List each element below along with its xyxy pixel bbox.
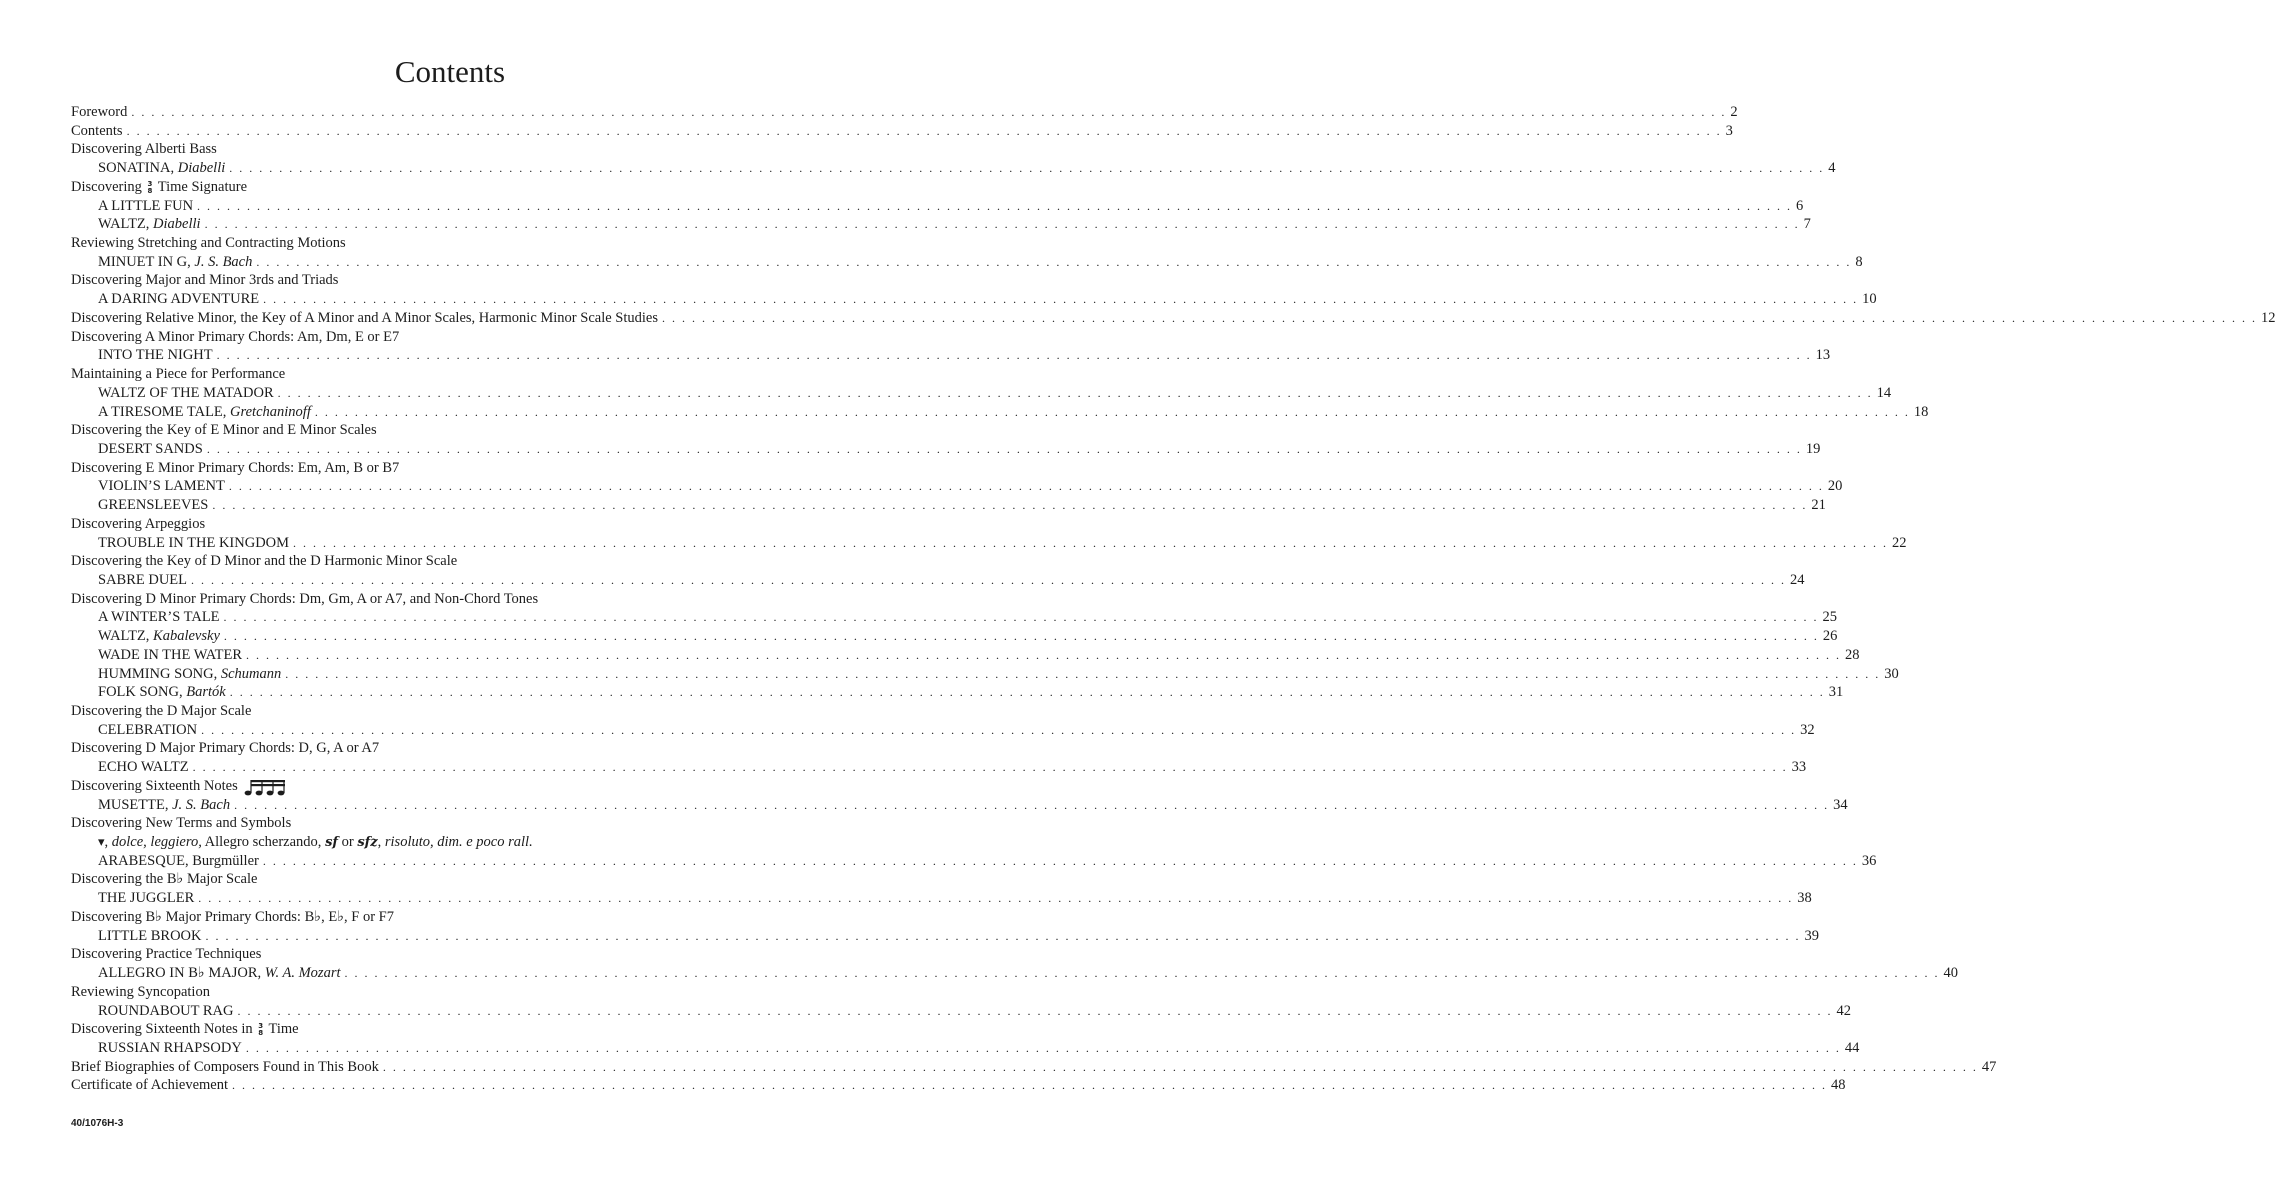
entry-label [71,702,251,721]
entry-title: WALTZ, [98,628,154,645]
entry-label [98,1039,242,1058]
entry-title: ECHO WALTZ [98,759,189,776]
page-number: 40 [1943,965,1958,982]
entry-label [98,833,533,853]
entry-title: A TIRESOME TALE, [98,403,231,420]
dot-leader: . . . . . . . . . . . . . . . . . . . . . . . . . . . . . . . . . . . . . . . . . . . . . . . . . . . . . . . . . . . . . . . . . . . . . . . . . . . . . . . . . . . . . . . . . . . . . . . . . . . . . . . . . . . . . . . . . . . . . . . . . . . . . . . . . . . . . . . . . . . . . . . . . . . . . . . . . . . . . . . . [293,535,1889,550]
dot-leader: . . . . . . . . . . . . . . . . . . . . . . . . . . . . . . . . . . . . . . . . . . . . . . . . . . . . . . . . . . . . . . . . . . . . . . . . . . . . . . . . . . . . . . . . . . . . . . . . . . . . . . . . . . . . . . . . . . . . . . . . . . . . . . . . . . . . . . . . . . . . . . . . . . . . . . . . . . . . . . . . [126,123,1722,138]
toc-entry [71,253,1863,272]
toc-entry [71,1058,1997,1077]
toc-entry [71,290,1877,309]
toc-entry [71,1002,1851,1021]
page-number: 44 [1844,1039,1860,1056]
entry-label [98,796,230,815]
toc-entry [71,403,1929,422]
entry-title: SABRE DUEL [98,571,188,588]
entry-title: Discovering D Minor Primary Chords: Dm, Gm, A or A7, and Non-Chord Tones [71,590,539,607]
dot-leader: . . . . . . . . . . . . . . . . . . . . . . . . . . . . . . . . . . . . . . . . . . . . . . . . . . . . . . . . . . . . . . . . . . . . . . . . . . . . . . . . . . . . . . . . . . . . . . . . . . . . . . . . . . . . . . . . . . . . . . . . . . . . . . . . . . . . . . . . . . . . . . . . . . . . . . . . . . . . . . . . [314,404,1910,419]
page-title: Contents [394,54,506,89]
dot-leader: . . . . . . . . . . . . . . . . . . . . . . . . . . . . . . . . . . . . . . . . . . . . . . . . . . . . . . . . . . . . . . . . . . . . . . . . . . . . . . . . . . . . . . . . . . . . . . . . . . . . . . . . . . . . . . . . . . . . . . . . . . . . . . . . . . . . . . . . . . . . . . . . . . . . . . . . . . . . . . . . [285,666,1881,681]
dynamic-marking: sf [325,835,338,851]
toc-entry [71,122,1733,141]
page-number: 14 [1876,384,1892,401]
toc-entry [71,440,1821,459]
toc-entry [71,646,1860,665]
entry-label [98,197,193,216]
term-text: , [377,834,385,851]
toc-entry [71,608,1838,627]
entry-label [98,159,225,178]
toc-heading [71,459,831,478]
toc-entry [71,721,1815,740]
toc-heading [71,870,831,889]
toc-entry [71,683,1844,702]
toc-heading [71,1020,831,1039]
entry-title: FOLK SONG, [98,684,187,701]
entry-label [71,178,247,197]
entry-label [71,983,210,1002]
entry-title: LITTLE BROOK [98,927,202,944]
entry-label [71,234,346,253]
entry-title: GREENSLEEVES [98,497,209,514]
entry-title: Discovering the D Major Scale [71,703,252,719]
term-text: , [104,834,112,851]
term-text: dolce, leggiero, [111,834,202,851]
composer-name: W. A. Mozart [264,965,341,982]
entry-title: Discovering the Key of E Minor and E Minor Scales [71,422,377,439]
entry-title: MINUET IN G, [98,253,195,270]
dot-leader: . . . . . . . . . . . . . . . . . . . . . . . . . . . . . . . . . . . . . . . . . . . . . . . . . . . . . . . . . . . . . . . . . . . . . . . . . . . . . . . . . . . . . . . . . . . . . . . . . . . . . . . . . . . . . . . . . . . . . . . . . . . . . . . . . . . . . . . . . . . . . . . . . . . . . . . . . . . . . . . . [229,685,1825,700]
page-number: 12 [2260,309,2275,326]
entry-label [71,590,538,609]
toc-entry [71,627,1838,646]
toc-entry [71,927,1819,946]
page-number: 10 [1862,291,1877,308]
entry-title: ROUNDABOUT RAG [98,1002,234,1019]
time-sig-top: 3 [258,1022,264,1031]
entry-label [98,384,274,403]
toc-heading [71,777,831,796]
toc-heading [71,983,831,1002]
page-number: 2 [1730,104,1738,120]
toc-heading [71,833,831,852]
entry-title: VIOLIN’S LAMENT [98,478,225,495]
entry-label [71,421,377,440]
entry-title: Discovering D Major Primary Chords: D, G, A or A7 [71,740,380,757]
toc-entry [71,665,1899,684]
entry-title: Certificate of Achievement [71,1077,229,1094]
entry-label [71,945,261,964]
entry-title: Discovering A Minor Primary Chords: Am, Dm, E or E7 [71,328,400,345]
entry-label [71,271,338,290]
entry-label [98,253,252,272]
dot-leader: . . . . . . . . . . . . . . . . . . . . . . . . . . . . . . . . . . . . . . . . . . . . . . . . . . . . . . . . . . . . . . . . . . . . . . . . . . . . . . . . . . . . . . . . . . . . . . . . . . . . . . . . . . . . . . . . . . . . . . . . . . . . . . . . . . . . . . . . . . . . . . . . . . . . . . . . . . . . . . . . [205,928,1801,943]
toc-heading [71,421,831,440]
time-signature-icon [258,1023,263,1037]
page-number: 38 [1797,890,1812,907]
dot-leader: . . . . . . . . . . . . . . . . . . . . . . . . . . . . . . . . . . . . . . . . . . . . . . . . . . . . . . . . . . . . . . . . . . . . . . . . . . . . . . . . . . . . . . . . . . . . . . . . . . . . . . . . . . . . . . . . . . . . . . . . . . . . . . . . . . . . . . . . . . . . . . . . . . . . . . . . . . . . . . . . [212,498,1808,513]
toc-entry [71,159,1836,178]
page-number: 20 [1827,478,1843,495]
dot-leader: . . . . . . . . . . . . . . . . . . . . . . . . . . . . . . . . . . . . . . . . . . . . . . . . . . . . . . . . . . . . . . . . . . . . . . . . . . . . . . . . . . . . . . . . . . . . . . . . . . . . . . . . . . . . . . . . . . . . . . . . . . . . . . . . . . . . . . . . . . . . . . . . . . . . . . . . . . . . . . . . [216,348,1812,363]
dot-leader: . . . . . . . . . . . . . . . . . . . . . . . . . . . . . . . . . . . . . . . . . . . . . . . . . . . . . . . . . . . . . . . . . . . . . . . . . . . . . . . . . . . . . . . . . . . . . . . . . . . . . . . . . . . . . . . . . . . . . . . . . . . . . . . . . . . . . . . . . . . . . . . . . . . . . . . . . . . . . . . . [262,853,1858,868]
entry-label [71,1076,228,1095]
entry-title: Brief Biographies of Composers Found in This Book [71,1058,379,1075]
entry-title: Reviewing Stretching and Contracting Motions [71,235,346,252]
dot-leader: . . . . . . . . . . . . . . . . . . . . . . . . . . . . . . . . . . . . . . . . . . . . . . . . . . . . . . . . . . . . . . . . . . . . . . . . . . . . . . . . . . . . . . . . . . . . . . . . . . . . . . . . . . . . . . . . . . . . . . . . . . . . . . . . . . . . . . . . . . . . . . . . . . . . . . . . . . . . . . . . [246,647,1842,662]
entry-label [98,571,187,590]
page-number: 26 [1822,628,1838,645]
entry-title: Discovering the Key of D Minor and the D Harmonic Minor Scale [71,553,458,570]
time-sig-bottom: 8 [147,186,153,195]
entry-label [71,814,291,833]
page-number: 36 [1861,852,1877,869]
entry-title: Discovering Major and Minor 3rds and Triads [71,272,339,289]
dot-leader: . . . . . . . . . . . . . . . . . . . . . . . . . . . . . . . . . . . . . . . . . . . . . . . . . . . . . . . . . . . . . . . . . . . . . . . . . . . . . . . . . . . . . . . . . . . . . . . . . . . . . . . . . . . . . . . . . . . . . . . . . . . . . . . . . . . . . . . . . . . . . . . . . . . . . . . . . . . . . . . . [223,629,1819,644]
entry-label [71,1020,299,1039]
toc-heading [71,515,831,534]
catalog-code: 40/1076H-3 [71,1118,124,1129]
toc-entry [71,571,1805,590]
toc-entry [71,1039,1860,1058]
toc-entry [71,852,1877,871]
term-text: or [337,834,358,851]
dot-leader: . . . . . . . . . . . . . . . . . . . . . . . . . . . . . . . . . . . . . . . . . . . . . . . . . . . . . . . . . . . . . . . . . . . . . . . . . . . . . . . . . . . . . . . . . . . . . . . . . . . . . . . . . . . . . . . . . . . . . . . . . . . . . . . . . . . . . . . . . . . . . . . . . . . . . . . . . . . . . . . . [131,105,1727,119]
toc-heading [71,739,831,758]
entry-label [71,739,379,758]
entry-label [98,646,242,665]
composer-name: J. S. Bach [194,253,253,270]
dynamic-marking: sfz [357,835,378,851]
entry-title: MUSETTE, [98,796,173,813]
page-number: 19 [1805,440,1821,457]
dot-leader: . . . . . . . . . . . . . . . . . . . . . . . . . . . . . . . . . . . . . . . . . . . . . . . . . . . . . . . . . . . . . . . . . . . . . . . . . . . . . . . . . . . . . . . . . . . . . . . . . . . . . . . . . . . . . . . . . . . . . . . . . . . . . . . . . . . . . . . . . . . . . . . . . . . . . . . . . . . . . . . . [256,254,1852,269]
dot-leader: . . . . . . . . . . . . . . . . . . . . . . . . . . . . . . . . . . . . . . . . . . . . . . . . . . . . . . . . . . . . . . . . . . . . . . . . . . . . . . . . . . . . . . . . . . . . . . . . . . . . . . . . . . . . . . . . . . . . . . . . . . . . . . . . . . . . . . . . . . . . . . . . . . . . . . . . . . . . . . . . [237,1003,1833,1018]
dot-leader: . . . . . . . . . . . . . . . . . . . . . . . . . . . . . . . . . . . . . . . . . . . . . . . . . . . . . . . . . . . . . . . . . . . . . . . . . . . . . . . . . . . . . . . . . . . . . . . . . . . . . . . . . . . . . . . . . . . . . . . . . . . . . . . . . . . . . . . . . . . . . . . . . . . . . . . . . . . . . . . . [198,891,1794,906]
toc-heading [71,945,831,964]
toc-heading [71,178,831,197]
toc-heading [71,328,831,347]
page-number: 28 [1845,646,1860,663]
toc-entry [71,384,1892,403]
dot-leader: . . . . . . . . . . . . . . . . . . . . . . . . . . . . . . . . . . . . . . . . . . . . . . . . . . . . . . . . . . . . . . . . . . . . . . . . . . . . . . . . . . . . . . . . . . . . . . . . . . . . . . . . . . . . . . . . . . . . . . . . . . . . . . . . . . . . . . . . . . . . . . . . . . . . . . . . . . . . . . . . [204,217,1800,232]
entry-title: Discovering Alberti Bass [71,141,217,158]
entry-label [98,927,202,946]
toc-heading [71,702,831,721]
dot-leader: . . . . . . . . . . . . . . . . . . . . . . . . . . . . . . . . . . . . . . . . . . . . . . . . . . . . . . . . . . . . . . . . . . . . . . . . . . . . . . . . . . . . . . . . . . . . . . . . . . . . . . . . . . . . . . . . . . . . . . . . . . . . . . . . . . . . . . . . . . . . . . . . . . . . . . . . . . . . . . . . [234,797,1830,812]
entry-label [98,964,341,983]
sixteenth-notes-icon [244,778,288,796]
entry-label [71,1058,379,1077]
page-number: 25 [1822,609,1838,626]
page-number: 21 [1811,497,1826,514]
entry-title: CELEBRATION [98,721,198,738]
page-number: 48 [1831,1077,1846,1094]
page-number: 3 [1725,122,1733,139]
entry-title: Contents [71,122,123,139]
entry-label [71,870,257,889]
table-of-contents [71,103,2275,1095]
dot-leader: . . . . . . . . . . . . . . . . . . . . . . . . . . . . . . . . . . . . . . . . . . . . . . . . . . . . . . . . . . . . . . . . . . . . . . . . . . . . . . . . . . . . . . . . . . . . . . . . . . . . . . . . . . . . . . . . . . . . . . . . . . . . . . . . . . . . . . . . . . . . . . . . . . . . . . . . . . . . . . . . [245,1040,1841,1055]
toc-entry [71,889,1812,908]
entry-label [71,552,457,571]
dot-leader: . . . . . . . . . . . . . . . . . . . . . . . . . . . . . . . . . . . . . . . . . . . . . . . . . . . . . . . . . . . . . . . . . . . . . . . . . . . . . . . . . . . . . . . . . . . . . . . . . . . . . . . . . . . . . . . . . . . . . . . . . . . . . . . . . . . . . . . . . . . . . . . . . . . . . . . . . . . . . . . . [206,441,1802,456]
page-number: 8 [1855,253,1863,270]
entry-title: RUSSIAN RHAPSODY [98,1039,242,1056]
entry-title: Discovering Practice Techniques [71,946,262,963]
entry-title: Discovering Arpeggios [71,515,206,532]
entry-label [71,908,394,927]
page-number: 34 [1833,796,1848,813]
dot-leader: . . . . . . . . . . . . . . . . . . . . . . . . . . . . . . . . . . . . . . . . . . . . . . . . . . . . . . . . . . . . . . . . . . . . . . . . . . . . . . . . . . . . . . . . . . . . . . . . . . . . . . . . . . . . . . . . . . . . . . . . . . . . . . . . . . . . . . . . . . . . . . . . . . . . . . . . . . . . . . . . [263,292,1859,307]
entry-label [98,758,189,777]
entry-label [98,889,194,908]
composer-name: Diabelli [153,216,201,233]
page-number: 31 [1828,684,1844,701]
entry-title: WALTZ OF THE MATADOR [98,384,274,401]
entry-title: DESERT SANDS [98,440,203,457]
dot-leader: . . . . . . . . . . . . . . . . . . . . . . . . . . . . . . . . . . . . . . . . . . . . . . . . . . . . . . . . . . . . . . . . . . . . . . . . . . . . . . . . . . . . . . . . . . . . . . . . . . . . . . . . . . . . . . . . . . . . . . . . . . . . . . . . . . . . . . . . . . . . . . . . . . . . . . . . . . . . . . . . [232,1078,1828,1093]
page-number: 30 [1884,665,1899,682]
dot-leader: . . . . . . . . . . . . . . . . . . . . . . . . . . . . . . . . . . . . . . . . . . . . . . . . . . . . . . . . . . . . . . . . . . . . . . . . . . . . . . . . . . . . . . . . . . . . . . . . . . . . . . . . . . . . . . . . . . . . . . . . . . . . . . . . . . . . . . . . . . . . . . . . . . . . . . . . . . . . . . . . [228,479,1824,494]
entry-title: Foreword [71,104,128,120]
entry-title: HUMMING SONG, [98,665,221,682]
entry-label [98,608,220,627]
dot-leader: . . . . . . . . . . . . . . . . . . . . . . . . . . . . . . . . . . . . . . . . . . . . . . . . . . . . . . . . . . . . . . . . . . . . . . . . . . . . . . . . . . . . . . . . . . . . . . . . . . . . . . . . . . . . . . . . . . . . . . . . . . . . . . . . . . . . . . . . . . . . . . . . . . . . . . . . . . . . . . . . [197,198,1793,213]
entry-label [98,665,281,684]
dot-leader: . . . . . . . . . . . . . . . . . . . . . . . . . . . . . . . . . . . . . . . . . . . . . . . . . . . . . . . . . . . . . . . . . . . . . . . . . . . . . . . . . . . . . . . . . . . . . . . . . . . . . . . . . . . . . . . . . . . . . . . . . . . . . . . . . . . . . . . . . . . . . . . . . . . . . . . . . . . . . . . . [661,310,2257,325]
toc-heading [71,814,831,833]
entry-label [98,534,289,553]
toc-heading [71,234,831,253]
entry-title: ALLEGRO IN B♭ MAJOR, [98,965,265,982]
term-text: risoluto, dim. e poco rall. [384,834,533,851]
entry-label [98,477,225,496]
toc-heading [71,908,831,927]
term-text: Allegro scherzando, [201,834,326,851]
toc-entry [71,964,1958,983]
entry-label [98,683,226,702]
entry-label [98,346,213,365]
entry-label [71,365,285,384]
toc-entry [71,496,1826,515]
entry-title: THE JUGGLER [98,890,195,907]
toc-entry [71,758,1807,777]
composer-name: Schumann [220,665,282,682]
toc-entry [71,534,1907,553]
entry-label [98,852,259,871]
toc-heading [71,271,831,290]
toc-heading [71,365,831,384]
entry-title: WALTZ, [98,216,154,233]
composer-name: Gretchaninoff [230,403,311,420]
toc-heading [71,552,831,571]
toc-entry [71,215,1811,234]
toc-entry [71,796,1848,815]
page-number: 4 [1828,160,1836,177]
entry-title: A WINTER’S TALE [98,609,220,626]
page-number: 6 [1796,197,1804,214]
page-number: 39 [1804,927,1819,944]
entry-label [98,440,203,459]
composer-name: Bartók [186,684,226,701]
entry-title: A DARING ADVENTURE [98,291,260,308]
dot-leader: . . . . . . . . . . . . . . . . . . . . . . . . . . . . . . . . . . . . . . . . . . . . . . . . . . . . . . . . . . . . . . . . . . . . . . . . . . . . . . . . . . . . . . . . . . . . . . . . . . . . . . . . . . . . . . . . . . . . . . . . . . . . . . . . . . . . . . . . . . . . . . . . . . . . . . . . . . . . . . . . [201,722,1797,737]
entry-label [71,309,658,328]
page-number: 18 [1913,403,1929,420]
toc-entry [71,309,2275,328]
page-number: 7 [1803,216,1811,233]
entry-label [98,403,311,422]
entry-title: Maintaining a Piece for Performance [71,366,286,383]
toc-entry [71,103,1738,122]
dot-leader: . . . . . . . . . . . . . . . . . . . . . . . . . . . . . . . . . . . . . . . . . . . . . . . . . . . . . . . . . . . . . . . . . . . . . . . . . . . . . . . . . . . . . . . . . . . . . . . . . . . . . . . . . . . . . . . . . . . . . . . . . . . . . . . . . . . . . . . . . . . . . . . . . . . . . . . . . . . . . . . . [382,1059,1978,1074]
entry-label [98,627,220,646]
entry-title: ARABESQUE, Burgmüller [98,852,259,869]
entry-title: Reviewing Syncopation [71,983,210,1000]
dot-leader: . . . . . . . . . . . . . . . . . . . . . . . . . . . . . . . . . . . . . . . . . . . . . . . . . . . . . . . . . . . . . . . . . . . . . . . . . . . . . . . . . . . . . . . . . . . . . . . . . . . . . . . . . . . . . . . . . . . . . . . . . . . . . . . . . . . . . . . . . . . . . . . . . . . . . . . . . . . . . . . . [192,760,1788,775]
accent-wedge-icon: ▾ [98,835,105,851]
entry-label [71,122,123,141]
entry-title: Discovering Sixteenth Notes in [71,1021,257,1038]
toc-entry [71,477,1843,496]
toc-entry [71,346,1831,365]
entry-title: A LITTLE FUN [98,197,194,214]
entry-label [98,1002,233,1021]
entry-title: Discovering Relative Minor, the Key of A Minor and A Minor Scales, Harmonic Minor Scale Studies [71,309,658,326]
page-number: 42 [1836,1002,1851,1019]
entry-label [71,777,288,796]
dot-leader: . . . . . . . . . . . . . . . . . . . . . . . . . . . . . . . . . . . . . . . . . . . . . . . . . . . . . . . . . . . . . . . . . . . . . . . . . . . . . . . . . . . . . . . . . . . . . . . . . . . . . . . . . . . . . . . . . . . . . . . . . . . . . . . . . . . . . . . . . . . . . . . . . . . . . . . . . . . . . . . . [277,385,1873,400]
entry-title: Discovering New Terms and Symbols [71,815,292,832]
entry-label [71,103,127,122]
entry-label [98,215,201,234]
entry-label [71,140,217,159]
entry-label [98,496,208,515]
entry-label [71,459,399,478]
page-number: 13 [1815,347,1831,364]
page-number: 33 [1791,759,1807,776]
toc-entry [71,1076,1846,1095]
page-number: 24 [1790,571,1805,588]
time-signature-icon [148,181,153,195]
entry-label [71,515,205,534]
composer-name: J. S. Bach [172,796,231,813]
page-number: 22 [1892,534,1907,551]
entry-title: Discovering B♭ Major Primary Chords: B♭, E♭, F or F7 [71,908,394,925]
entry-title: SONATINA, [98,160,178,177]
dot-leader: . . . . . . . . . . . . . . . . . . . . . . . . . . . . . . . . . . . . . . . . . . . . . . . . . . . . . . . . . . . . . . . . . . . . . . . . . . . . . . . . . . . . . . . . . . . . . . . . . . . . . . . . . . . . . . . . . . . . . . . . . . . . . . . . . . . . . . . . . . . . . . . . . . . . . . . . . . . . . . . . [344,966,1940,981]
composer-name: Diabelli [177,160,226,177]
entry-label [98,290,259,309]
entry-label [71,328,399,347]
page-number: 32 [1800,721,1815,738]
entry-title: Discovering E Minor Primary Chords: Em, Am, B or B7 [71,459,400,476]
entry-title: WADE IN THE WATER [98,646,243,663]
composer-name: Kabalevsky [153,628,220,645]
page-number: 47 [1981,1058,1997,1075]
entry-label [98,721,197,740]
time-sig-bottom: 8 [258,1028,264,1037]
toc-entry [71,197,1804,216]
time-sig-top: 3 [147,180,153,189]
entry-title: Discovering Sixteenth Notes [71,777,238,794]
dot-leader: . . . . . . . . . . . . . . . . . . . . . . . . . . . . . . . . . . . . . . . . . . . . . . . . . . . . . . . . . . . . . . . . . . . . . . . . . . . . . . . . . . . . . . . . . . . . . . . . . . . . . . . . . . . . . . . . . . . . . . . . . . . . . . . . . . . . . . . . . . . . . . . . . . . . . . . . . . . . . . . . [191,572,1787,587]
entry-title: Discovering the B♭ Major Scale [71,871,258,888]
entry-title: INTO THE NIGHT [98,347,213,364]
entry-title-cont: Time Signature [154,178,248,195]
entry-title-cont: Time [265,1021,299,1038]
dot-leader: . . . . . . . . . . . . . . . . . . . . . . . . . . . . . . . . . . . . . . . . . . . . . . . . . . . . . . . . . . . . . . . . . . . . . . . . . . . . . . . . . . . . . . . . . . . . . . . . . . . . . . . . . . . . . . . . . . . . . . . . . . . . . . . . . . . . . . . . . . . . . . . . . . . . . . . . . . . . . . . . [229,161,1825,176]
toc-heading [71,590,831,609]
toc-heading [71,140,831,159]
dot-leader: . . . . . . . . . . . . . . . . . . . . . . . . . . . . . . . . . . . . . . . . . . . . . . . . . . . . . . . . . . . . . . . . . . . . . . . . . . . . . . . . . . . . . . . . . . . . . . . . . . . . . . . . . . . . . . . . . . . . . . . . . . . . . . . . . . . . . . . . . . . . . . . . . . . . . . . . . . . . . . . . [223,610,1819,625]
entry-title: Discovering [71,178,146,195]
entry-title: TROUBLE IN THE KINGDOM [98,534,290,551]
